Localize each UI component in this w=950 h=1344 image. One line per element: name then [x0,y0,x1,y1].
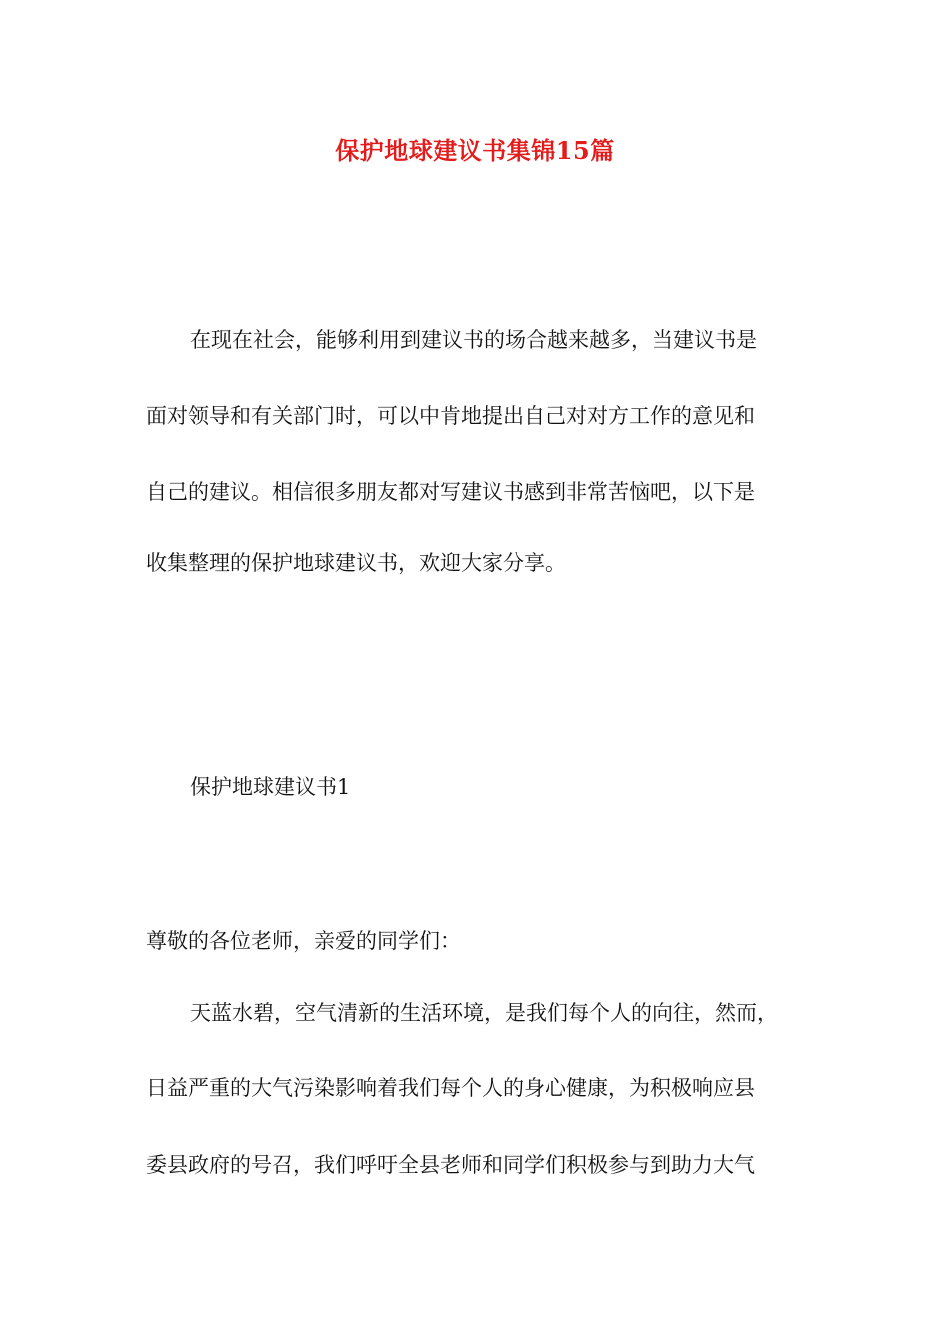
intro-line-3: 自己的建议。相信很多朋友都对写建议书感到非常苦恼吧，以下是 [146,480,755,504]
section-heading: 保护地球建议书1 [190,775,351,799]
intro-line-4: 收集整理的保护地球建议书，欢迎大家分享。 [146,551,566,575]
page-title: 保护地球建议书集锦15篇 [335,136,615,165]
body-line-2: 日益严重的大气污染影响着我们每个人的身心健康，为积极响应县 [146,1076,755,1100]
body-line-1: 天蓝水碧，空气清新的生活环境，是我们每个人的向往，然而， [190,1001,778,1025]
salutation: 尊敬的各位老师，亲爱的同学们： [146,929,461,953]
intro-line-1: 在现在社会，能够利用到建议书的场合越来越多，当建议书是 [190,328,757,352]
intro-line-2: 面对领导和有关部门时，可以中肯地提出自己对对方工作的意见和 [146,404,755,428]
body-line-3: 委县政府的号召，我们呼吁全县老师和同学们积极参与到助力大气 [146,1153,755,1177]
